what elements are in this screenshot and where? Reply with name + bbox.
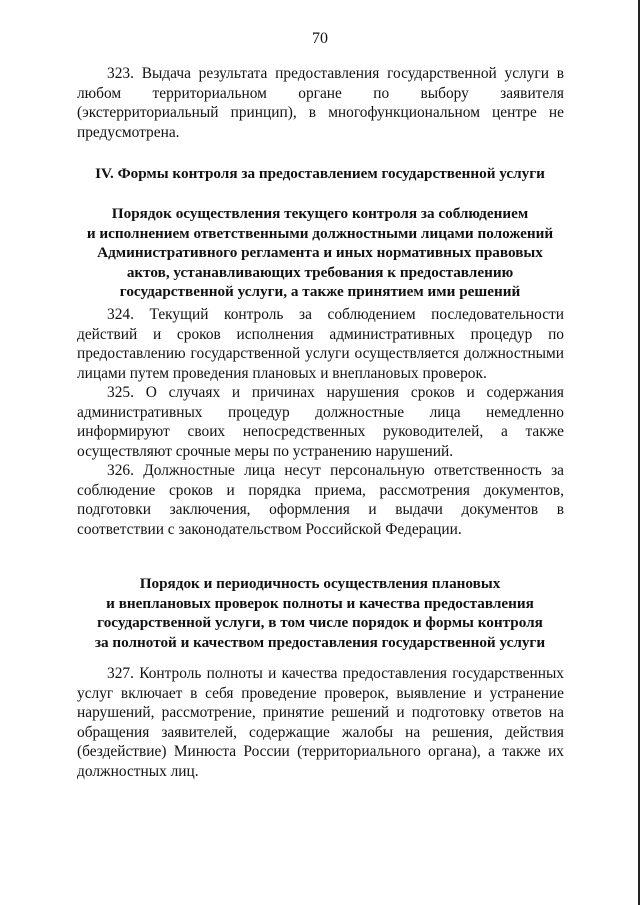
paragraphs-324-326 (77, 305, 564, 539)
paragraph-327 (77, 664, 564, 781)
subheading-inspections (70, 574, 570, 652)
paragraph-326: 326. Должностные лица несут персональную ответственность за соблюдение сроков и порядка приема, рассмотрения документов, подготовки заключения, оформления и выдачи документов в соответствии с законодательством Российской Федерации. (77, 462, 564, 538)
subheading-1-line: государственной услуги, а также принятием ими решений (119, 283, 521, 300)
subheading-2-line: и внеплановых проверок полноты и качества предоставления (106, 594, 534, 612)
subheading-2-line: Порядок и периодичность осуществления плановых (139, 575, 501, 592)
section-title: IV. Формы контроля за предоставлением государственной услуги (95, 165, 545, 182)
page-number: 70 (312, 30, 328, 47)
subheading-1-line: Административного регламента и иных нормативных правовых (97, 244, 543, 261)
subheading-2-line: государственной услуги, в том числе порядок и формы контроля (97, 614, 543, 631)
paragraph-327-text: 327. Контроль полноты и качества предоставления государственных услуг включает в себя проведение проверок, выявление и устранение нарушений, рассмотрение, принятие решений и подготовку ответов на обращения заявителей, содержащие жалобы на решения, действия (бездействие) Минюста России (территориального органа), а также их должностных лиц. (77, 665, 564, 780)
subheading-1-line: и исполнением ответственными должностными лицами положений (86, 224, 554, 242)
paragraph-324: 324. Текущий контроль за соблюдением последовательности действий и сроков исполнения административных процедур по предоставлению государственной услуги осуществляется должностными лицами путем проведения плановых и внеплановых проверок. (77, 306, 564, 382)
subheading-current-control (70, 204, 570, 302)
paragraph-323-text: 323. Выдача результата предоставления государственной услуги в любом территориальном органе по выбору заявителя (экстерриториальный принцип), в многофункциональном центре не предусмотрена. (77, 65, 564, 141)
paragraph-325: 325. О случаях и причинах нарушения сроков и содержания административных процедур должностные лица немедленно информируют своих непосредственных руководителей, а также осуществляют срочные меры по устранению нарушений. (77, 384, 564, 460)
subheading-1-line: Порядок осуществления текущего контроля за соблюдением (111, 205, 529, 222)
subheading-2-line: за полнотой и качеством предоставления государственной услуги (94, 633, 546, 651)
subheading-1-line: актов, устанавливающих требования к предоставлению (126, 263, 514, 281)
paragraph-323 (77, 64, 564, 142)
